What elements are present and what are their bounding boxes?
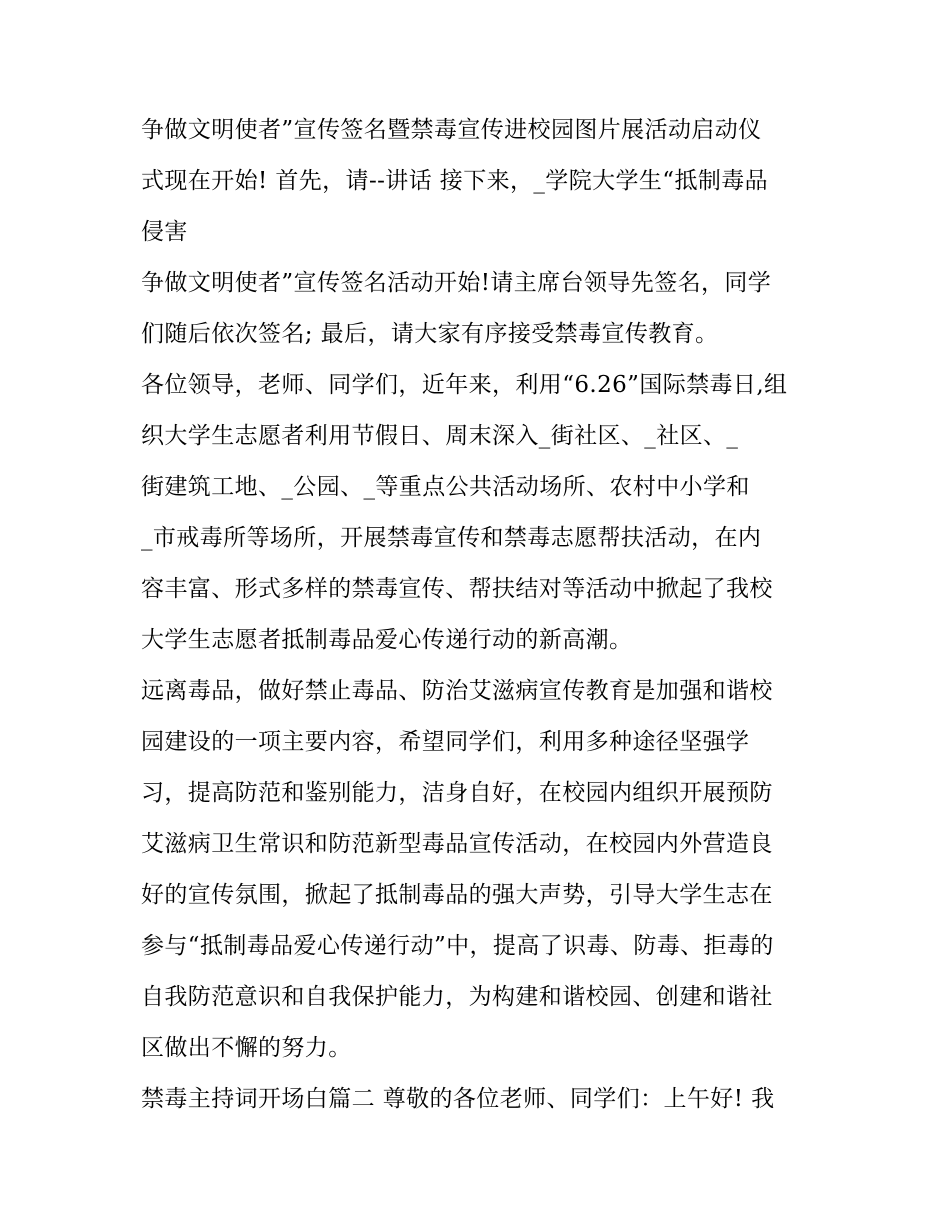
text-line: 好的宣传氛围，掀起了抵制毒品的强大声势，引导大学生志在: [141, 882, 773, 908]
text-line: 争做文明使者”宣传签名暨禁毒宣传进校园图片展活动启动仪: [141, 117, 762, 143]
text-line: 区做出不懈的努力。: [141, 1035, 352, 1061]
paragraph-5: [141, 1074, 809, 1125]
text-line: 街建筑工地、_公园、_等重点公共活动场所、农村中小学和: [141, 474, 750, 500]
document-page: [141, 105, 809, 1125]
paragraph-3: [141, 360, 809, 666]
text-line: 习，提高防范和鉴别能力，洁身自好，在校园内组织开展预防: [141, 780, 773, 806]
paragraph-2: [141, 258, 809, 360]
text-line: 们随后依次签名; 最后，请大家有序接受禁毒宣传教育。: [141, 321, 719, 347]
text-line: 争做文明使者”宣传签名活动开始!请主席台领导先签名，同学: [141, 270, 772, 296]
text-line: 织大学生志愿者利用节假日、周末深入_街社区、_社区、_: [141, 423, 739, 449]
text-line: 远离毒品，做好禁止毒品、防治艾滋病宣传教育是加强和谐校: [141, 678, 773, 704]
text-line: 容丰富、形式多样的禁毒宣传、帮扶结对等活动中掀起了我校: [141, 576, 773, 602]
text-line: 侵害: [141, 219, 188, 245]
text-line: 自我防范意识和自我保护能力，为构建和谐校园、创建和谐社: [141, 984, 773, 1010]
text-line: 各位领导，老师、同学们，近年来，利用“6.26”国际禁毒日,组: [141, 372, 788, 398]
text-line: 大学生志愿者抵制毒品爱心传递行动的新高潮。: [141, 627, 633, 653]
text-line: 参与“抵制毒品爱心传递行动”中，提高了识毒、防毒、拒毒的: [141, 933, 774, 959]
text-line: _市戒毒所等场所，开展禁毒宣传和禁毒志愿帮扶活动，在内: [141, 525, 762, 551]
paragraph-1: [141, 105, 809, 258]
text-line: 式现在开始! 首先，请--讲话 接下来，_学院大学生“抵制毒品: [141, 168, 769, 194]
text-line: 艾滋病卫生常识和防范新型毒品宣传活动，在校园内外营造良: [141, 831, 773, 857]
text-line: 园建设的一项主要内容，希望同学们，利用多种途径坚强学: [141, 729, 750, 755]
text-line: 禁毒主持词开场白篇二 尊敬的各位老师、同学们：上午好! 我: [141, 1086, 775, 1112]
paragraph-4: [141, 666, 809, 1074]
